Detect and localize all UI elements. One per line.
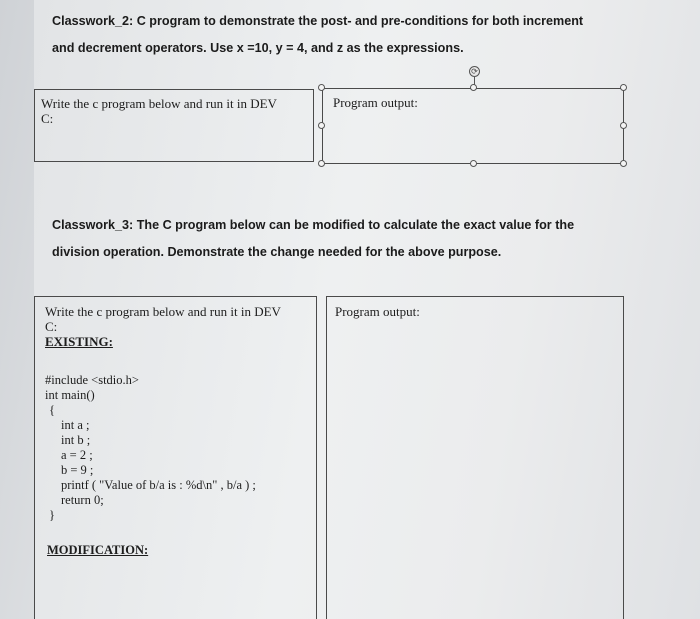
code-decl-b: int b ; xyxy=(61,433,91,447)
classwork3-output-box-label: Program output: xyxy=(335,304,420,319)
modification-heading: MODIFICATION: xyxy=(47,543,149,557)
resize-handle-bottom-right[interactable] xyxy=(620,160,627,167)
resize-handle-top-right[interactable] xyxy=(620,84,627,91)
code-open-brace: { xyxy=(49,403,55,417)
resize-handle-left[interactable] xyxy=(318,122,325,129)
code-include: #include <stdio.h> xyxy=(45,373,139,387)
resize-handle-top-left[interactable] xyxy=(318,84,325,91)
classwork3-code-box-label-line2: C: xyxy=(45,319,58,334)
classwork3-heading-line2: division operation. Demonstrate the change needed for the above purpose. xyxy=(52,245,502,259)
rotate-handle-icon[interactable]: ⟳ xyxy=(469,66,480,77)
code-decl-a: int a ; xyxy=(61,418,90,432)
classwork3-heading-line1: Classwork_3: The C program below can be modified to calculate the exact value for the xyxy=(52,218,575,232)
classwork3-code-box-label-line1: Write the c program below and run it in DEV xyxy=(45,304,281,319)
resize-handle-bottom-left[interactable] xyxy=(318,160,325,167)
classwork3-output-box[interactable] xyxy=(326,296,624,619)
classwork2-output-box[interactable] xyxy=(322,88,624,164)
classwork2-heading-line2: and decrement operators. Use x =10, y = 4, and z as the expressions. xyxy=(52,41,464,55)
resize-handle-top[interactable] xyxy=(470,84,477,91)
classwork2-code-box-label xyxy=(41,96,277,126)
classwork2-output-box-label: Program output: xyxy=(333,95,418,110)
code-assign-b: b = 9 ; xyxy=(61,463,94,477)
classwork2-code-box-label-line2: C: xyxy=(41,111,54,126)
code-printf: printf ( "Value of b/a is : %d\n" , b/a ) ; xyxy=(61,478,256,492)
classwork2-heading-line1: Classwork_2: C program to demonstrate the post- and pre-conditions for both increment xyxy=(52,14,584,28)
classwork3-code-box[interactable] xyxy=(34,296,317,619)
classwork2-code-box-label-line1: Write the c program below and run it in DEV xyxy=(41,96,277,111)
code-assign-a: a = 2 ; xyxy=(61,448,93,462)
classwork2-code-box[interactable] xyxy=(34,89,314,162)
existing-heading: EXISTING: xyxy=(45,334,113,349)
classwork3-code-box-label xyxy=(45,304,281,349)
resize-handle-right[interactable] xyxy=(620,122,627,129)
resize-handle-bottom[interactable] xyxy=(470,160,477,167)
code-close-brace: } xyxy=(49,508,55,522)
code-main: int main() xyxy=(45,388,95,402)
code-return: return 0; xyxy=(61,493,104,507)
